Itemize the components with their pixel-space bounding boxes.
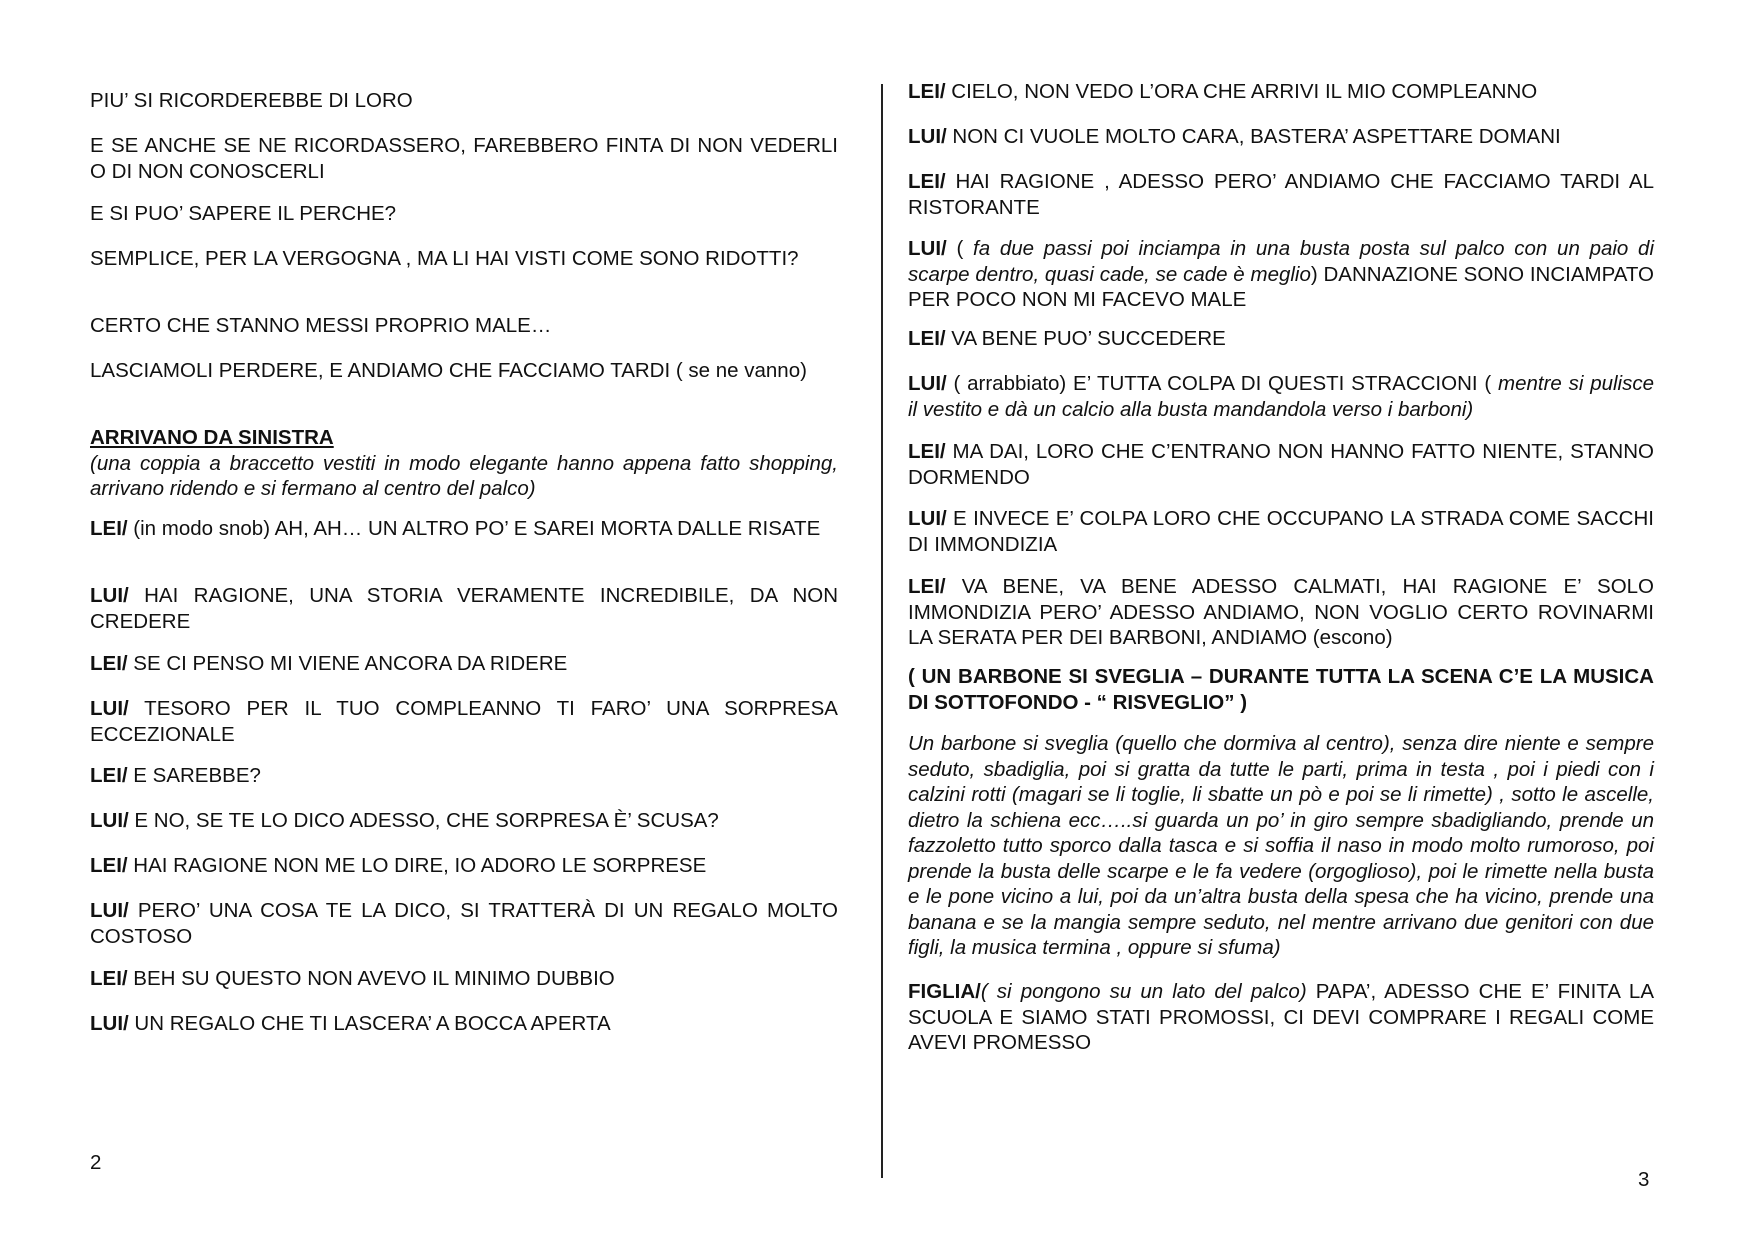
speaker-label: LEI/ [90,854,128,877]
speaker-label: LUI/ [90,697,129,720]
speaker-label: LEI/ [90,764,128,787]
dialogue-text: PERO’ UNA COSA TE LA DICO, SI TRATTERÀ DI UN REGALO MOLTO COSTOSO [90,899,838,948]
dialogue-text: PAPA’, ADESSO CHE E’ FINITA LA SCUOLA E SIAMO STATI PROMOSSI, CI DEVI COMPRARE I REGALI COME AVEVI PROMESSO [908,980,1654,1054]
dialogue-text: E INVECE E’ COLPA LORO CHE OCCUPANO LA STRADA COME SACCHI DI IMMONDIZIA [908,507,1654,556]
dialogue-line [908,979,1654,1056]
dialogue-line [90,763,838,789]
dialogue-line [90,583,838,634]
scene-heading: ARRIVANO DA SINISTRA [90,426,334,449]
dialogue-text: SE CI PENSO MI VIENE ANCORA DA RIDERE [127,652,568,675]
dialogue-line [908,371,1654,422]
dialogue-line [90,1011,838,1037]
stage-direction: ( si pongono su un lato del palco) [980,980,1307,1003]
speaker-label: LEI/ [908,80,946,103]
dialogue-line [90,651,838,677]
speaker-label: LEI/ [90,652,128,675]
script-line: E SE ANCHE SE NE RICORDASSERO, FAREBBERO FINTA DI NON VEDERLI O DI NON CONOSCERLI [90,134,838,183]
speaker-label: LEI/ [908,170,946,193]
script-line: PIU’ SI RICORDEREBBE DI LORO [90,89,413,112]
dialogue-text: (in modo snob) AH, AH… UN ALTRO PO’ E SAREI MORTA DALLE RISATE [127,517,821,540]
speaker-label: LUI/ [908,507,947,530]
script-line: LASCIAMOLI PERDERE, E ANDIAMO CHE FACCIAMO TARDI ( se ne vanno) [90,359,807,382]
dialogue-text: VA BENE, VA BENE ADESSO CALMATI, HAI RAGIONE E’ SOLO IMMONDIZIA PERO’ ADESSO ANDIAMO, NON VOGLIO CERTO ROVINARMI LA SERATA PER DEI BARBONI, ANDIAMO (escono) [908,575,1654,649]
script-line: SEMPLICE, PER LA VERGOGNA , MA LI HAI VISTI COME SONO RIDOTTI? [90,247,799,270]
dialogue-text: E NO, SE TE LO DICO ADESSO, CHE SORPRESA È’ SCUSA? [128,809,719,832]
stage-direction: (una coppia a braccetto vestiti in modo elegante hanno appena fatto shopping, arrivano ridendo e si fermano al centro del palco) [90,451,838,500]
speaker-label: LEI/ [908,575,946,598]
stage-direction: mentre si pulisce il vestito e dà un calcio alla busta mandandola verso i barboni) [908,372,1655,421]
speaker-label: LUI/ [90,809,129,832]
scene-heading: ( UN BARBONE SI SVEGLIA – DURANTE TUTTA LA SCENA C’E LA MUSICA DI SOTTOFONDO - “ RISVEGLIO” ) [908,665,1654,714]
speaker-label: LUI/ [90,584,129,607]
dialogue-line [908,169,1654,220]
dialogue-line [90,696,838,747]
speaker-label: LUI/ [90,899,129,922]
dialogue-text: HAI RAGIONE NON ME LO DIRE, IO ADORO LE SORPRESE [127,854,707,877]
dialogue-text: ( arrabbiato) E’ TUTTA COLPA DI QUESTI STRACCIONI ( [946,372,1498,395]
dialogue-line [908,326,1654,352]
speaker-label: LEI/ [908,440,946,463]
speaker-label: LUI/ [908,125,947,148]
stage-direction: fa due passi poi inciampa in una busta posta sul palco con un paio di scarpe dentro, quasi cade, se cade è meglio [908,237,1655,286]
dialogue-line [90,898,838,949]
dialogue-text: ( [946,237,974,260]
dialogue-line [908,124,1654,150]
speaker-label: LEI/ [90,967,128,990]
dialogue-text: HAI RAGIONE , ADESSO PERO’ ANDIAMO CHE FACCIAMO TARDI AL RISTORANTE [908,170,1654,219]
page-divider [881,84,883,1178]
page-number-left: 2 [90,1151,102,1174]
dialogue-text: HAI RAGIONE, UNA STORIA VERAMENTE INCREDIBILE, DA NON CREDERE [90,584,838,633]
dialogue-line [908,574,1654,651]
dialogue-text: E SAREBBE? [127,764,261,787]
script-line: E SI PUO’ SAPERE IL PERCHE? [90,202,397,225]
dialogue-text: NON CI VUOLE MOLTO CARA, BASTERA’ ASPETTARE DOMANI [946,125,1561,148]
dialogue-line [908,79,1654,105]
speaker-label: FIGLIA/ [908,980,981,1003]
speaker-label: LUI/ [908,372,947,395]
speaker-label: LUI/ [908,237,947,260]
dialogue-text: ) DANNAZIONE SONO INCIAMPATO PER POCO NON MI FACEVO MALE [908,262,1654,311]
stage-description: Un barbone si sveglia (quello che dormiva al centro), senza dire niente e sempre seduto, sbadiglia, poi si gratta da tutte le parti, prima in testa , poi i piedi con i calzini rotti (magari se li toglie, li sbatte un pò e poi se li rimette) , sotto le ascelle, dietro la schiena ecc…..si guarda un po’ in giro sempre sbadigliando, prende un fazzoletto tutto sporco dalla tasca e si soffia il naso in modo molto rumoroso, poi prende la busta delle scarpe e le fa vedere (orgoglioso), poi le rimette nella busta e le pone vicino a lui, poi da un’altra busta della spesa che ha vicino, prende una banana e se la mangia sempre seduto, nel mentre arrivano due genitori con due figli, la musica termina , oppure si sfuma) [908,732,1654,959]
speaker-label: LEI/ [908,327,946,350]
dialogue-text: VA BENE PUO’ SUCCEDERE [945,327,1226,350]
dialogue-line [90,966,838,992]
script-line: CERTO CHE STANNO MESSI PROPRIO MALE… [90,314,552,337]
scene-block [90,425,838,502]
dialogue-text: BEH SU QUESTO NON AVEVO IL MINIMO DUBBIO [127,967,615,990]
dialogue-line [908,236,1654,313]
dialogue-text: MA DAI, LORO CHE C’ENTRANO NON HANNO FATTO NIENTE, STANNO DORMENDO [908,440,1654,489]
speaker-label: LUI/ [90,1012,129,1035]
dialogue-text: UN REGALO CHE TI LASCERA’ A BOCCA APERTA [128,1012,611,1035]
page-number-right: 3 [1638,1168,1650,1191]
speaker-label: LEI/ [90,517,128,540]
dialogue-line [908,439,1654,490]
dialogue-line [90,853,838,879]
dialogue-text: TESORO PER IL TUO COMPLEANNO TI FARO’ UNA SORPRESA ECCEZIONALE [90,697,838,746]
dialogue-line [908,506,1654,557]
dialogue-line [90,808,838,834]
dialogue-line [90,516,838,542]
dialogue-text: CIELO, NON VEDO L’ORA CHE ARRIVI IL MIO COMPLEANNO [945,80,1538,103]
